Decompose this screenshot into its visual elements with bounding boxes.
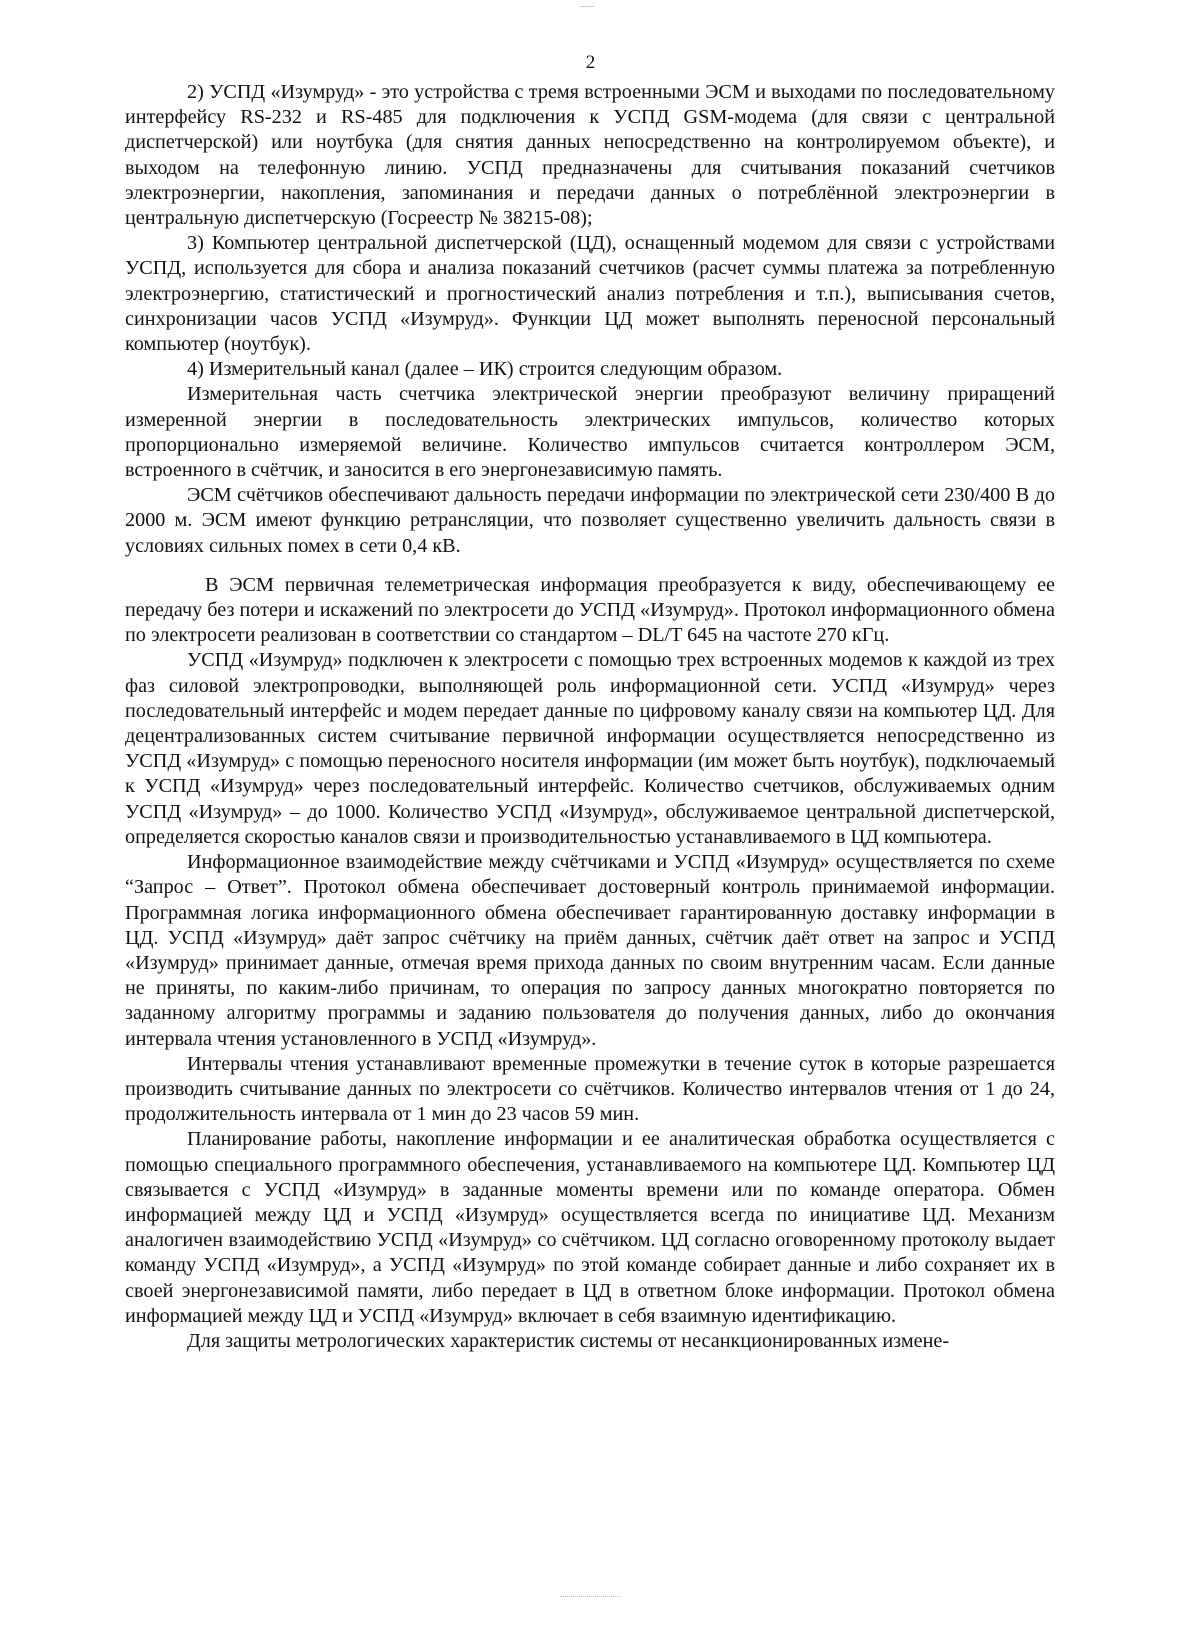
paragraph-measurement: Измерительная часть счетчика электрической энергии преобразуют величину приращений измеренной энергии в последовательность электрических импульсов, количество которых пропорционально измеряемой величине. Количество импульсов считается контроллером ЭСМ, встроенного в счётчик, и заносится в его энергонезависимую память. bbox=[125, 383, 1055, 482]
paragraph-read-intervals: Интервалы чтения устанавливают временные промежутки в течение суток в которые разрешается производить считывание данных по электросети со счётчиков. Количество интервалов чтения от 1 до 24, продолжительность интервала от 1 мин до 23 часов 59 мин. bbox=[125, 1052, 1055, 1126]
scan-mark bbox=[580, 6, 594, 7]
paragraph-item-3: 3) Компьютер центральной диспетчерской (ЦД), оснащенный модемом для связи с устройствами УСПД, используется для сбора и анализа показаний счетчиков (расчет суммы платежа за потребленную электроэнергию, статистический и прогностический анализ потребления и т.п.), выписывания счетов, синхронизации часов УСПД «Изумруд». Функции ЦД может выполнять переносной персональный компьютер (ноутбук). bbox=[125, 232, 1055, 356]
document-body bbox=[125, 80, 1055, 1354]
paragraph-uspd-connection: УСПД «Изумруд» подключен к электросети с помощью трех встроенных модемов к каждой из трех фаз силовой электропроводки, выполняющей роль информационной сети. УСПД «Изумруд» через последовательный интерфейс и модем передает данные по цифровому каналу связи на компьютер ЦД. Для децентрализованных систем считывание первичной информации осуществляется непосредственно из УСПД «Изумруд» с помощью переносного носителя информации (им может быть ноутбук), подключаемый к УСПД «Изумруд» через последовательный интерфейс. Количество счетчиков, обслуживаемых одним УСПД «Изумруд» – до 1000. Количество УСПД «Изумруд», обслуживаемое центральной диспетчерской, определяется скоростью каналов связи и производительностью устанавливаемого в ЦД компьютера. bbox=[125, 649, 1055, 848]
paragraph-planning: Планирование работы, накопление информации и ее аналитическая обработка осуществляется с помощью специального программного обеспечения, устанавливаемого на компьютере ЦД. Компьютер ЦД связывается с УСПД «Изумруд» в заданные моменты времени или по команде оператора. Обмен информацией между ЦД и УСПД «Изумруд» осуществляется всегда по инициативе ЦД. Механизм аналогичен взаимодействию УСПД «Изумруд» со счётчиком. ЦД согласно оговоренному протоколу выдает команду УСПД «Изумруд», а УСПД «Изумруд» по этой команде собирает данные и либо сохраняет их в своей энергонезависимой памяти, либо передает в ЦД в ответном блоке информации. Протокол обмена информацией между ЦД и УСПД «Изумруд» включает в себя взаимную идентификацию. bbox=[125, 1128, 1055, 1327]
paragraph-item-4: 4) Измерительный канал (далее – ИК) строится следующим образом. bbox=[187, 358, 783, 381]
paragraph-esm-range: ЭСМ счётчиков обеспечивают дальность передачи информации по электрической сети 230/400 В до 2000 м. ЭСМ имеют функцию ретрансляции, что позволяет существенно увеличить дальность связи в условиях сильных помех в сети 0,4 кВ. bbox=[125, 484, 1055, 557]
paragraph-item-2: 2) УСПД «Изумруд» - это устройства с тремя встроенными ЭСМ и выходами по последовательному интерфейсу RS-232 и RS-485 для подключения к УСПД GSM-модема (для связи с центральной диспетчерской) или ноутбука (для снятия данных непосредственно на контролируемом объекте), и выходом на телефонную линию. УСПД предназначены для считывания показаний счетчиков электроэнергии, накопления, запоминания и передачи данных о потреблённой электроэнергии в центральную диспетчерскую (Госреестр № 38215-08); bbox=[125, 81, 1055, 230]
paragraph-request-response: Информационное взаимодействие между счётчиками и УСПД «Изумруд» осуществляется по схеме “Запрос – Ответ”. Протокол обмена обеспечивает достоверный контроль принимаемой информации. Программная логика информационного обмена обеспечивает гарантированную доставку информации в ЦД. УСПД «Изумруд» даёт запрос счётчику на приём данных, счётчик даёт ответ на запрос и УСПД «Изумруд» принимает данные, отмечая время прихода данных по своим внутренним часам. Если данные не приняты, по каким-либо причинам, то операция по запросу данных многократно повторяется по заданному алгоритму программы и заданию пользователя до получения данных, либо до окончания интервала чтения установленного в УСПД «Изумруд». bbox=[125, 851, 1055, 1050]
page-number: 2 bbox=[585, 52, 596, 73]
paragraph-protection: Для защиты метрологических характеристик системы от несанкционированных измене- bbox=[187, 1329, 950, 1352]
paragraph-telemetry: В ЭСМ первичная телеметрическая информация преобразуется к виду, обеспечивающему ее передачу без потери и искажений по электросети до УСПД «Изумруд». Протокол информационного обмена по электросети реализован в соответствии со стандартом – DL/T 645 на частоте 270 кГц. bbox=[125, 573, 1055, 647]
scan-artifact bbox=[560, 1596, 620, 1599]
